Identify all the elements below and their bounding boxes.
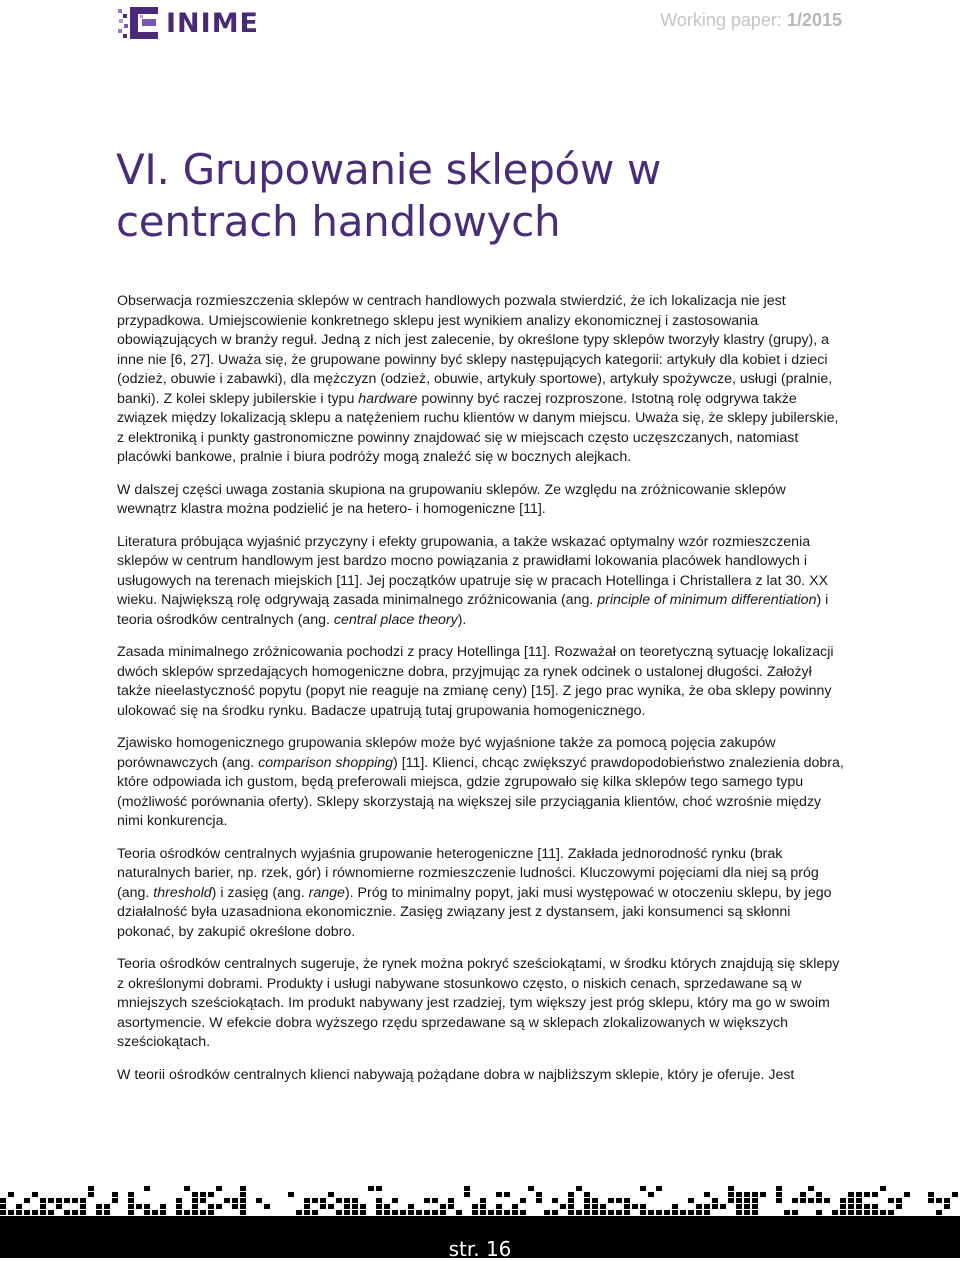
- paragraph-6-term-2: range: [308, 884, 345, 901]
- paragraph-3-term-2: central place theory: [333, 611, 458, 628]
- paragraph-5: [117, 734, 845, 832]
- paragraph-3-term-1: principle of minimum differentiation: [597, 592, 817, 608]
- paragraph-4: Zasada minimalnego zróżnicowania pochodzi z pracy Hotellinga [11]. Rozważał on teoretyczną sytuację lokalizacji dwóch sklepów sprzedających homogeniczne dobra, przyjmując za rynek odcinek o ustalonej długości. Założył także nieelastyczność popytu (popyt nie reaguje na zmianę ceny) [15]. Z jego prac wynika, że oba sklepy powinny ulokować się na środku rynku. Badacze upatrują tutaj grupowania homogenicznego.: [117, 644, 834, 719]
- page-number: str. 16: [448, 1237, 512, 1261]
- paragraph-6-text-end: ). Próg to minimalny popyt, jaki musi występować w otoczeniu sklepu, by jego działalność była uzasadniona ekonomicznie. Zasięg związany jest z dystansem, jaki konsumenci są skłonni pokonać, by zakupić określone dobro.: [117, 884, 832, 940]
- paragraph-3-text-end: ).: [457, 611, 467, 628]
- paragraph-6-term-1: threshold: [153, 884, 212, 901]
- paragraph-6: [117, 845, 845, 943]
- paragraph-2: W dalszej części uwaga zostania skupiona na grupowaniu sklepów. Ze względu na zróżnicowanie sklepów wewnątrz klastra można podzielić je na hetero- i homogeniczne [11].: [117, 481, 786, 517]
- paragraph-1: [117, 292, 845, 468]
- paragraph-3-text-mid: ) i teoria ośrodków centralnych (ang.: [117, 592, 829, 628]
- paragraph-3: [117, 533, 845, 631]
- paragraph-3-text: Literatura próbująca wyjaśnić przyczyny i efekty grupowania, a także wskazać optymalny wzór rozmieszczenia sklepów w centrum handlowym jest bardzo mocno powiązania z prawidłami lokowania placówek handlowych i usługowych na terenach miejskich [11]. Jej początków upatruje się w pracach Hotellinga i Christallera z lat 30. XX wieku. Największą rolę odgrywają zasada minimalnego zróżnicowania (ang.: [117, 533, 829, 608]
- paragraph-1-text-end: powinny być raczej rozproszone. Istotną rolę odgrywa także związek między lokalizacją sklepu a natężeniem ruchu klientów w danym miejscu. Uważa się, że sklepy jubilerskie, z elektroniką i punkty gastronomiczne powinny znajdować się w miejscach często uczęszczanych, natomiast placówki bankowe, pralnie i biura podróży mogą znaleźć się w bocznych alejkach.: [117, 390, 839, 465]
- paragraph-1-term: hardware: [358, 390, 418, 407]
- inime-logo-mark-icon: [116, 5, 162, 41]
- paragraph-5-text-end: ) [11]. Klienci, chcąc zwiększyć prawdopodobieństwo znalezienia dobra, które odpowiada ich gustom, będą preferowali miejsca, gdzie zgrupowało się kilka sklepów tego samego typu (możliwość porównania oferty). Sklepy skorzystają na większej sile przyciągania klientów, choć wzrośnie między nimi konkurencja.: [117, 754, 844, 829]
- logo-text: INIME: [166, 7, 260, 39]
- section-title: VI. Grupowanie sklepów w centrach handlowych: [116, 145, 662, 246]
- paragraph-6-text-mid: ) i zasięg (ang.: [211, 884, 309, 901]
- footer-pixel-pattern: [0, 1186, 960, 1216]
- working-paper-prefix: Working paper:: [660, 10, 787, 30]
- working-paper-number: 1/2015: [786, 10, 842, 30]
- paragraph-1-text: Obserwacja rozmieszczenia sklepów w centrach handlowych pozwala stwierdzić, że ich lokalizacja nie jest przypadkowa. Umiejscowienie konkretnego sklepu jest wynikiem analizy ekonomicznej i zastosowania obowiązujących w branży reguł. Jedną z nich jest zalecenie, by określone typy sklepów tworzyły klastry (grupy), a inne nie [6, 27]. Uważa się, że grupowane powinny być sklepy następujących kategorii: artykuły dla kobiet i dzieci (odzież, obuwie i zabawki), dla mężczyzn (odzież, obuwie, artykuły sportowe), artykuły spożywcze, usługi (pralnie, banki). Z kolei sklepy jubilerskie i typu: [117, 293, 833, 407]
- paragraph-5-term: comparison shopping: [258, 754, 394, 771]
- paragraph-8: W teorii ośrodków centralnych klienci nabywają pożądane dobra w najbliższym sklepie, który je oferuje. Jest: [117, 1066, 795, 1083]
- paragraph-7: Teoria ośrodków centralnych sugeruje, że rynek można pokryć sześciokątami, w środku których znajdują się sklepy z określonymi dobrami. Produkty i usługi nabywane stosunkowo często, o niskich cenach, sprzedawane są w mniejszych sześciokątach. Im produkt nabywany jest rzadziej, tym większy jest próg sklepu, który ma go w swoim asortymencie. W efekcie dobra wyższego rzędu sprzedawane są w sklepach zlokalizowanych w większych sześciokątach.: [117, 956, 840, 1050]
- inime-logo: [116, 5, 259, 41]
- body-text: [117, 292, 845, 1098]
- paragraph-5-text: Zjawisko homogenicznego grupowania sklepów może być wyjaśnione także za pomocą pojęcia zakupów porównawczych (ang.: [117, 735, 776, 771]
- working-paper-label: [660, 10, 842, 31]
- paragraph-6-text: Teoria ośrodków centralnych wyjaśnia grupowanie heterogeniczne [11]. Zakłada jednorodność rynku (brak naturalnych barier, np. rzek, gór) i równomierne rozmieszczenie ludności. Kluczowymi pojęciami dla niej są próg (ang.: [117, 845, 819, 901]
